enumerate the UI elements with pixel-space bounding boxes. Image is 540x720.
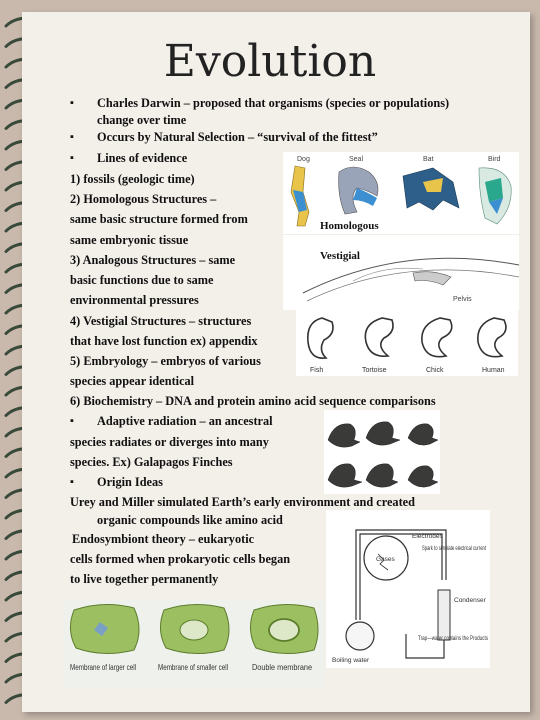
text-biochemistry: 6) Biochemistry – DNA and protein amino acid sequence comparisons — [70, 394, 436, 408]
endo-label-double: Double membrane — [252, 663, 313, 672]
bullet-icon: ▪ — [70, 152, 74, 164]
text-natural-selection: Occurs by Natural Selection – “survival of the fittest” — [97, 130, 378, 144]
galapagos-finches-figure — [324, 410, 440, 494]
embryos-figure — [296, 310, 518, 376]
embryo-label-chick: Chick — [426, 367, 444, 374]
text-adaptive-radiation: Adaptive radiation – an ancestral — [97, 414, 273, 428]
text-analogous: 3) Analogous Structures – same — [70, 253, 236, 267]
text-urey-miller-2: organic compounds like amino acid — [97, 513, 283, 527]
embryo-label-tortoise: Tortoise — [362, 367, 387, 374]
bullet-icon: ▪ — [70, 131, 74, 143]
sparks-label: Spark to simulate electrical current — [422, 545, 487, 552]
homologous-label: Homologous — [320, 220, 379, 232]
text-homologous-2: same basic structure formed from — [70, 212, 248, 226]
text-vestigial-2: that have lost function ex) appendix — [70, 334, 258, 348]
vestigial-label: Vestigial — [320, 250, 360, 262]
page-title: Evolution — [163, 36, 377, 87]
text-adaptive-radiation-3: species. Ex) Galapagos Finches — [70, 455, 233, 469]
trap-label: Trap—water contains the Products — [418, 635, 489, 642]
bullet-icon: ▪ — [70, 97, 74, 109]
boiling-water-label: Boiling water — [332, 657, 370, 664]
text-endosymbiont-2: cells formed when prokaryotic cells began — [70, 552, 291, 566]
embryo-label-human: Human — [482, 367, 505, 374]
endo-label-smaller: Membrane of smaller cell — [158, 663, 229, 672]
text-embryology: 5) Embryology – embryos of various — [70, 354, 261, 368]
vestigial-whale-figure — [283, 235, 519, 310]
miller-urey-apparatus-figure — [326, 510, 490, 668]
condenser-label: Condenser — [454, 597, 486, 604]
text-darwin: Charles Darwin – proposed that organisms (species or populations) — [97, 96, 450, 110]
endo-label-larger: Membrane of larger cell — [70, 663, 137, 672]
text-adaptive-radiation-2: species radiates or diverges into many — [70, 435, 269, 449]
bullet-icon: ▪ — [70, 415, 74, 427]
animal-label-bird: Bird — [488, 156, 501, 163]
gases-label: Gases — [376, 556, 395, 563]
text-darwin-cont: change over time — [97, 113, 187, 127]
text-analogous-2: basic functions due to same — [70, 273, 214, 287]
text-origin-ideas: Origin Ideas — [97, 475, 163, 489]
bullet-icon: ▪ — [70, 476, 74, 488]
pelvis-label: Pelvis — [453, 296, 472, 303]
text-lines-of-evidence: Lines of evidence — [97, 151, 188, 165]
text-vestigial: 4) Vestigial Structures – structures — [70, 314, 252, 328]
text-endosymbiont-3: to live together permanently — [70, 572, 219, 586]
text-embryology-2: species appear identical — [70, 374, 195, 388]
text-urey-miller: Urey and Miller simulated Earth’s early environment and created — [70, 495, 415, 509]
animal-label-dog: Dog — [297, 156, 310, 163]
text-homologous-3: same embryonic tissue — [70, 233, 189, 247]
text-homologous: 2) Homologous Structures – — [70, 192, 217, 206]
text-endosymbiont: Endosymbiont theory – eukaryotic — [72, 532, 255, 546]
animal-label-bat: Bat — [423, 156, 434, 163]
endosymbiosis-figure — [64, 600, 324, 688]
electrodes-label: Electrodes — [412, 533, 443, 540]
text-fossils: 1) fossils (geologic time) — [70, 172, 195, 186]
animal-label-seal: Seal — [349, 156, 364, 163]
embryo-label-fish: Fish — [310, 367, 324, 374]
homologous-limbs-figure — [283, 152, 519, 234]
text-analogous-3: environmental pressures — [70, 293, 199, 307]
